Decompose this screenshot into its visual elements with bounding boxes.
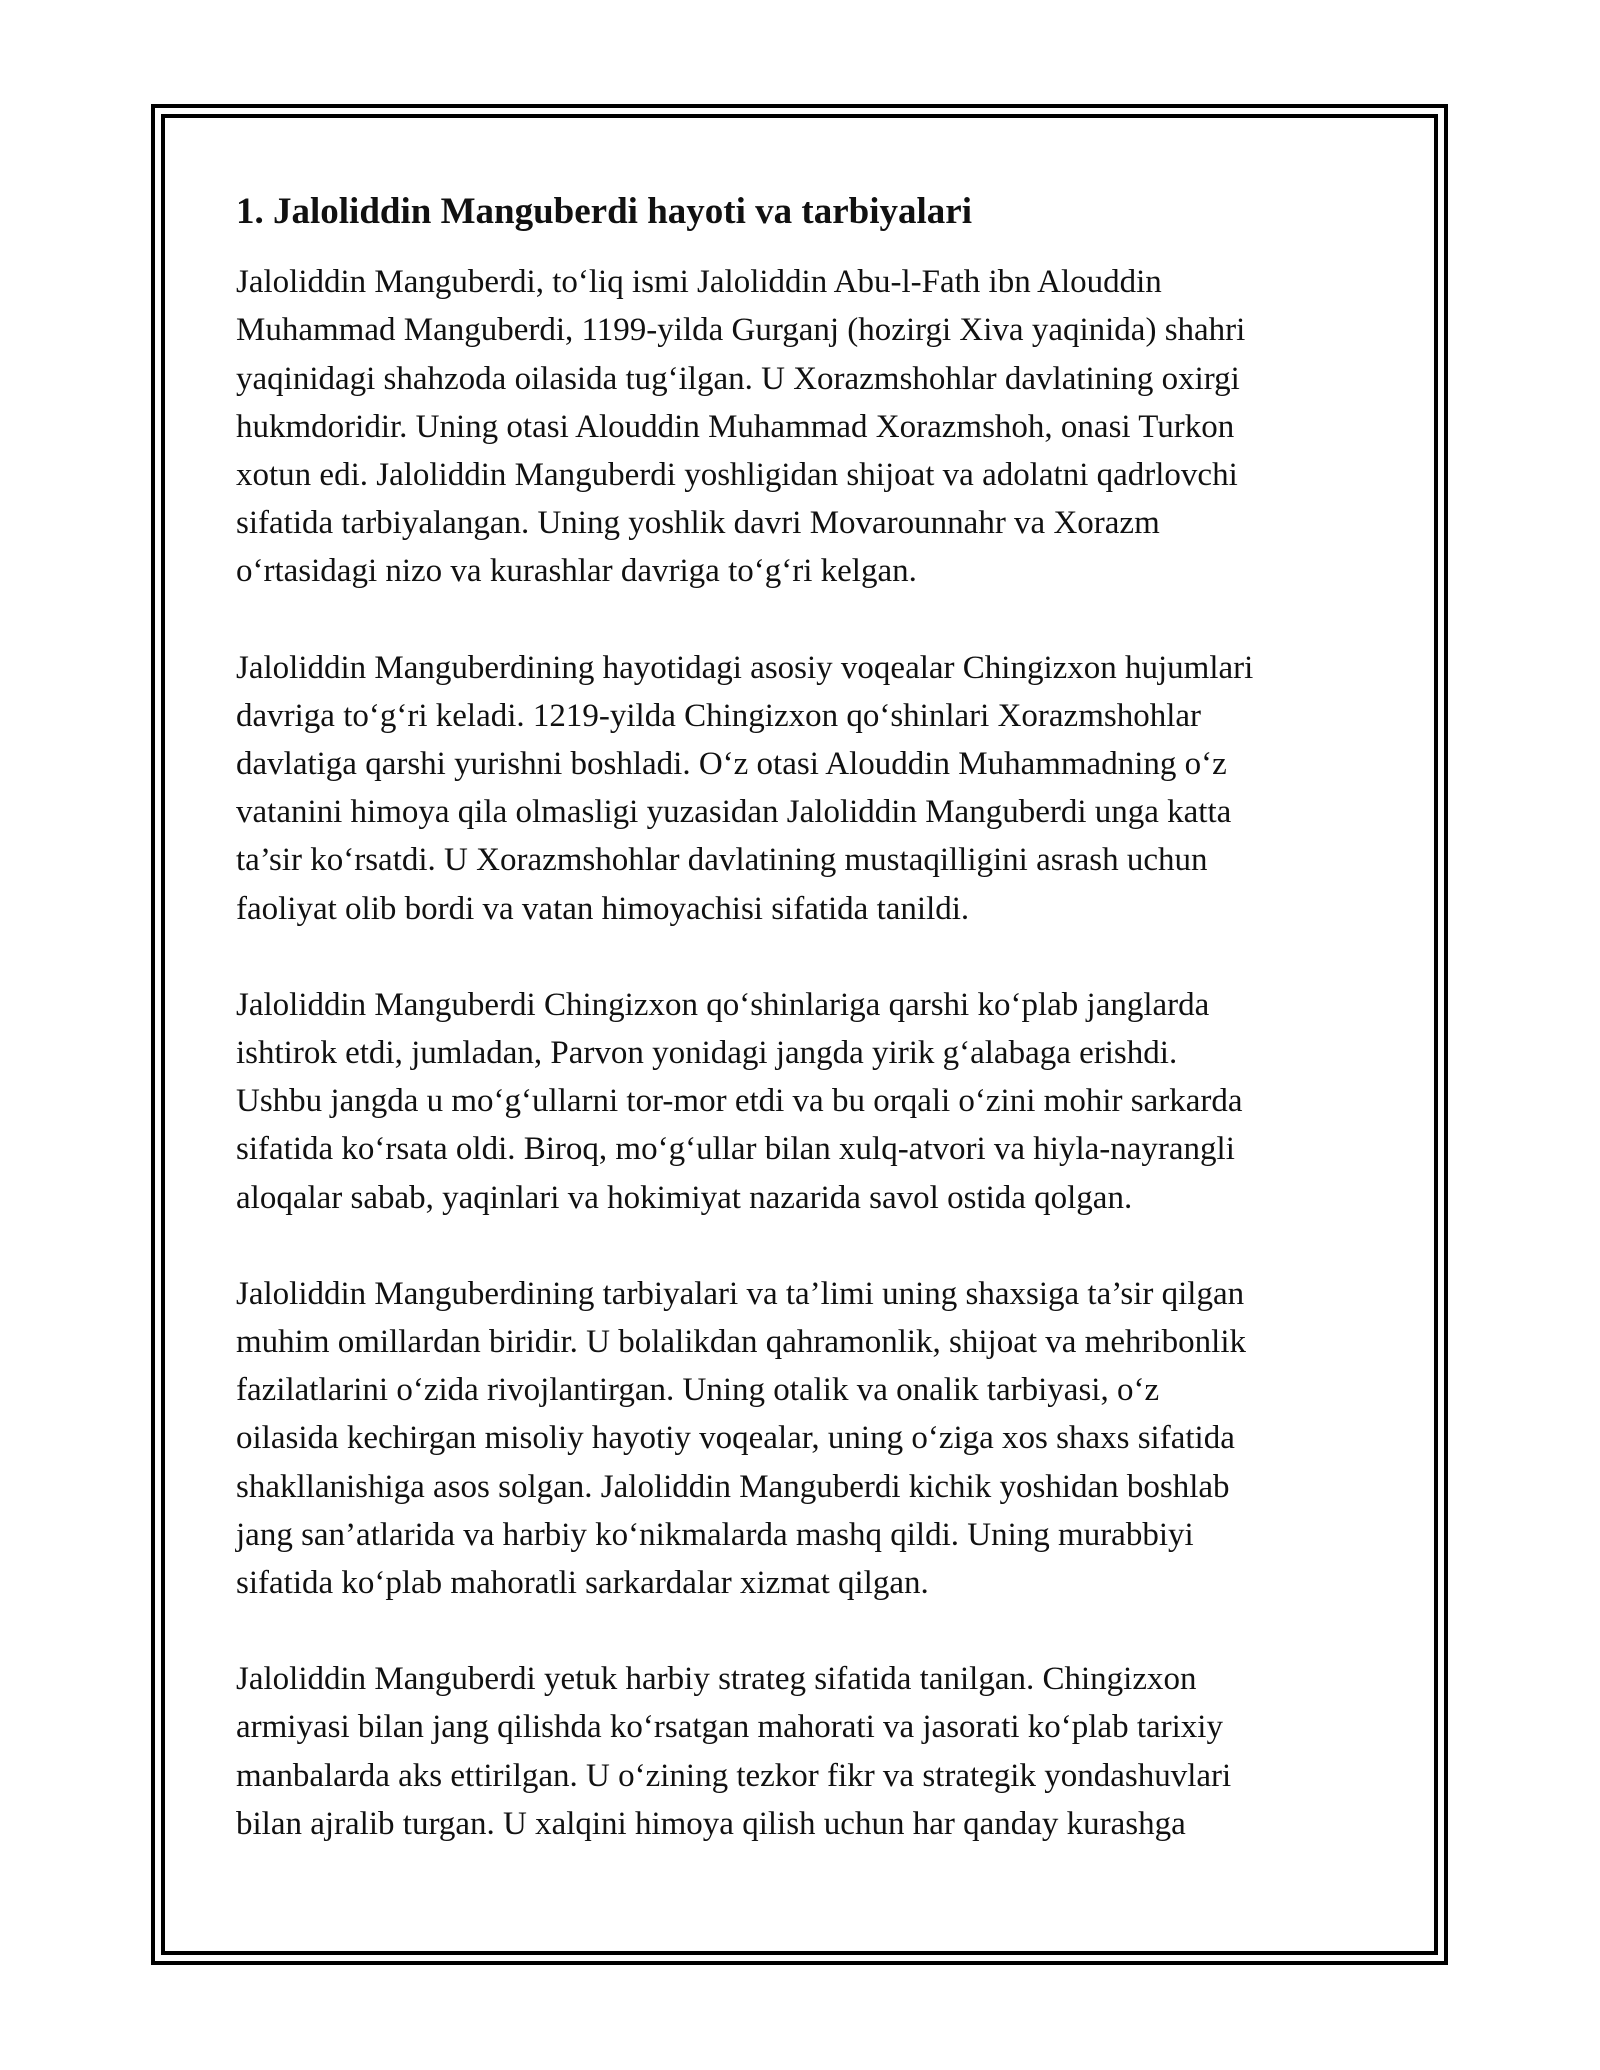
text-line: davlatiga qarshi yurishni boshladi. O‘z otasi Alouddin Muhammadning o‘z xyxy=(236,745,1227,782)
text-line: ishtirok etdi, jumladan, Parvon yonidagi jangda yirik g‘alabaga erishdi. xyxy=(236,1034,1178,1071)
text-line: jang san’atlarida va harbiy ko‘nikmalarda mashq qildi. Uning murabbiyi xyxy=(236,1516,1194,1553)
text-line: vatanini himoya qila olmasligi yuzasidan Jaloliddin Manguberdi unga katta xyxy=(236,794,1232,831)
text-line: bilan ajralib turgan. U xalqini himoya qilish uchun har qanday kurashga xyxy=(236,1805,1186,1842)
text-line: shakllanishiga asos solgan. Jaloliddin Manguberdi kichik yoshidan boshlab xyxy=(236,1468,1230,1505)
text-line: armiyasi bilan jang qilishda ko‘rsatgan mahorati va jasorati ko‘plab tarixiy xyxy=(236,1709,1223,1746)
text-line: faoliyat olib bordi va vatan himoyachisi sifatida tanildi. xyxy=(236,890,970,927)
text-line: yaqinidagi shahzoda oilasida tug‘ilgan. U Xorazmshohlar davlatining oxirgi xyxy=(236,360,1240,397)
text-line: Ushbu jangda u mo‘g‘ullarni tor-mor etdi va bu orqali o‘zini mohir sarkarda xyxy=(236,1083,1243,1120)
paragraph xyxy=(236,1270,1376,1607)
text-line: aloqalar sabab, yaqinlari va hokimiyat nazarida savol ostida qolgan. xyxy=(236,1179,1133,1216)
paragraphs-container xyxy=(236,258,1376,1848)
text-line: Jaloliddin Manguberdi Chingizxon qo‘shinlariga qarshi ko‘plab janglarda xyxy=(236,986,1210,1023)
paragraph xyxy=(236,981,1376,1222)
text-line: Jaloliddin Manguberdining tarbiyalari va ta’limi uning shaxsiga ta’sir qilgan xyxy=(236,1275,1245,1312)
paragraph xyxy=(236,644,1376,933)
text-line: o‘rtasidagi nizo va kurashlar davriga to‘g‘ri kelgan. xyxy=(236,553,917,590)
text-line: Jaloliddin Manguberdi, to‘liq ismi Jaloliddin Abu-l-Fath ibn Alouddin xyxy=(236,264,1162,301)
text-line: ta’sir ko‘rsatdi. U Xorazmshohlar davlatining mustaqilligini asrash uchun xyxy=(236,842,1208,879)
text-line: oilasida kechirgan misoliy hayotiy voqealar, uning o‘ziga xos shaxs sifatida xyxy=(236,1420,1235,1457)
text-line: xotun edi. Jaloliddin Manguberdi yoshligidan shijoat va adolatni qadrlovchi xyxy=(236,456,1238,493)
text-line: sifatida ko‘rsata oldi. Biroq, mo‘g‘ullar bilan xulq-atvori va hiyla-nayrangli xyxy=(236,1131,1235,1168)
paragraph xyxy=(236,258,1376,595)
text-line: hukmdoridir. Uning otasi Alouddin Muhammad Xorazmshoh, onasi Turkon xyxy=(236,408,1235,445)
section-heading: 1. Jaloliddin Manguberdi hayoti va tarbiyalari xyxy=(236,191,972,232)
paragraph xyxy=(236,1655,1376,1848)
text-line: Jaloliddin Manguberdi yetuk harbiy strateg sifatida tanilgan. Chingizxon xyxy=(236,1661,1197,1698)
text-line: sifatida ko‘plab mahoratli sarkardalar xizmat qilgan. xyxy=(236,1564,929,1601)
text-line: muhim omillardan biridir. U bolalikdan qahramonlik, shijoat va mehribonlik xyxy=(236,1323,1246,1360)
text-line: fazilatlarini o‘zida rivojlantirgan. Uning otalik va onalik tarbiyasi, o‘z xyxy=(236,1372,1160,1409)
text-line: sifatida tarbiyalangan. Uning yoshlik davri Movarounnahr va Xorazm xyxy=(236,505,1160,542)
text-line: davriga to‘g‘ri keladi. 1219-yilda Chingizxon qo‘shinlari Xorazmshohlar xyxy=(236,697,1202,734)
document-content xyxy=(236,188,1376,1848)
text-line: manbalarda aks ettirilgan. U o‘zining tezkor fikr va strategik yondashuvlari xyxy=(236,1757,1232,1794)
text-line: Jaloliddin Manguberdining hayotidagi asosiy voqealar Chingizxon hujumlari xyxy=(236,649,1254,686)
text-line: Muhammad Manguberdi, 1199-yilda Gurganj (hozirgi Xiva yaqinida) shahri xyxy=(236,312,1246,349)
